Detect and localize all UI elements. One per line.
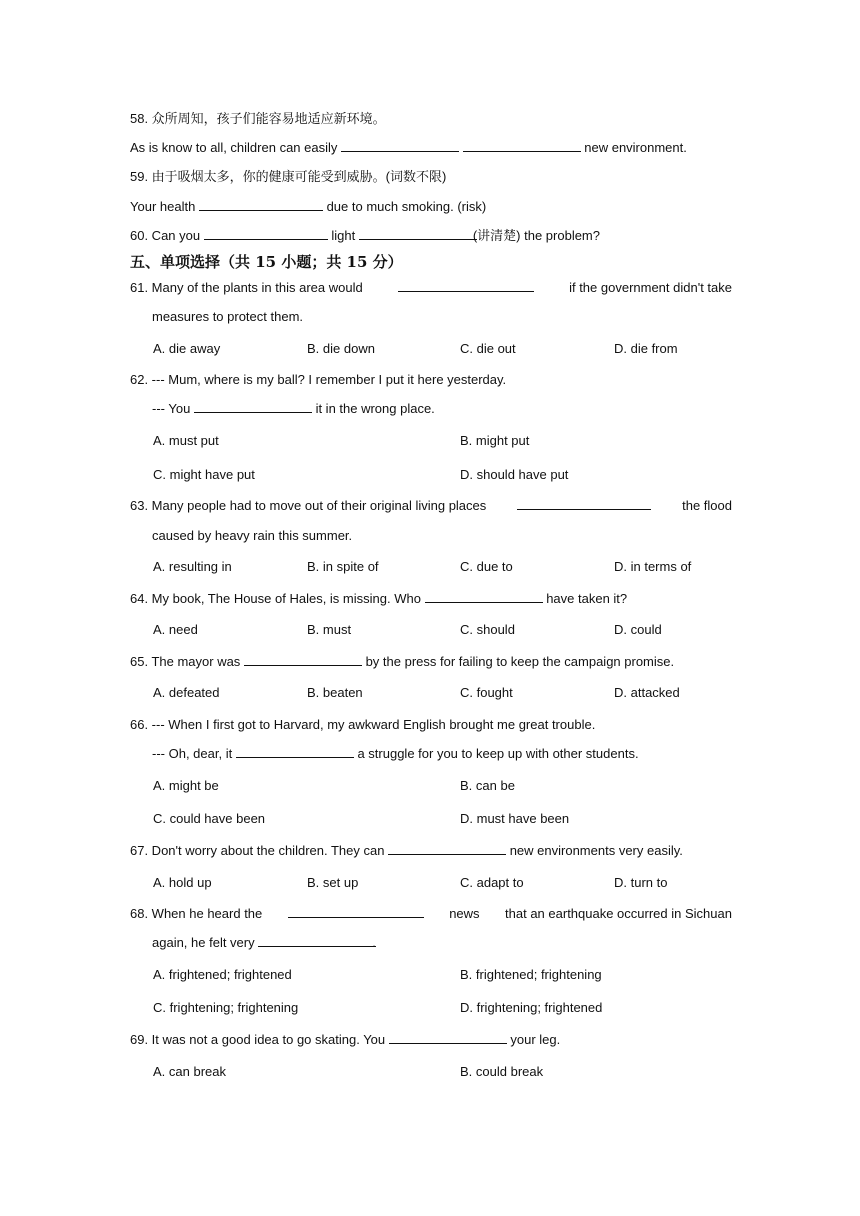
q67-text: 67. Don't worry about the children. They can — [130, 843, 385, 858]
option-c[interactable]: C. die out — [460, 341, 516, 356]
option-c[interactable]: C. could have been — [153, 811, 266, 826]
question-60 — [130, 227, 600, 245]
option-a[interactable]: A. defeated — [153, 685, 220, 700]
option-b[interactable]: B. frightened; frightening — [460, 967, 602, 982]
section-heading: 五、单项选择（共 15 小题；共 15 分） — [130, 253, 403, 271]
answer-blank[interactable] — [258, 934, 376, 947]
option-d[interactable]: D. in terms of — [614, 559, 692, 574]
question-58-chinese: 58. 众所周知，孩子们能容易地适应新环境。 — [130, 111, 386, 126]
question-62: 62. --- Mum, where is my ball? I remember I put it here yesterday. — [130, 372, 507, 387]
q68-continuation — [152, 934, 376, 952]
question-63 — [130, 497, 732, 515]
q68-text-2: again, he felt very — [152, 935, 255, 950]
option-a[interactable]: A. hold up — [153, 875, 212, 890]
option-d[interactable]: D. die from — [614, 341, 678, 356]
answer-blank[interactable] — [398, 279, 534, 292]
q63-text: 63. Many people had to move out of their original living places — [130, 498, 487, 513]
option-a[interactable]: A. can break — [153, 1064, 226, 1079]
q60-text: 60. Can you — [130, 228, 201, 243]
option-d[interactable]: D. frightening; frightened — [460, 1000, 603, 1015]
option-d[interactable]: D. should have put — [460, 467, 569, 482]
q68-text-mid: news — [449, 906, 480, 921]
q58-text-end: new environment. — [584, 140, 687, 155]
question-68 — [130, 905, 732, 923]
option-c[interactable]: C. might have put — [153, 467, 255, 482]
q66-reply — [152, 745, 639, 763]
answer-blank[interactable] — [194, 400, 312, 413]
answer-blank[interactable] — [389, 1031, 507, 1044]
option-b[interactable]: B. could break — [460, 1064, 544, 1079]
q61-text: 61. Many of the plants in this area would — [130, 280, 363, 295]
answer-blank[interactable] — [199, 198, 323, 211]
q66-text: --- Oh, dear, it — [152, 746, 233, 761]
option-b[interactable]: B. in spite of — [307, 559, 379, 574]
question-64 — [130, 590, 627, 608]
q59-text-end: due to much smoking. (risk) — [326, 199, 487, 214]
answer-blank[interactable] — [288, 905, 424, 918]
option-c[interactable]: C. should — [460, 622, 515, 637]
answer-blank[interactable] — [463, 139, 581, 152]
option-d[interactable]: D. turn to — [614, 875, 668, 890]
q68-text: 68. When he heard the — [130, 906, 263, 921]
option-b[interactable]: B. can be — [460, 778, 515, 793]
answer-blank[interactable] — [359, 227, 477, 240]
option-b[interactable]: B. set up — [307, 875, 359, 890]
answer-blank[interactable] — [425, 590, 543, 603]
option-c[interactable]: C. due to — [460, 559, 513, 574]
q63-text-end: the flood — [682, 498, 732, 513]
answer-blank[interactable] — [341, 139, 459, 152]
option-c[interactable]: C. frightening; frightening — [153, 1000, 299, 1015]
q66-text-end: a struggle for you to keep up with other students. — [357, 746, 639, 761]
q61-continuation: measures to protect them. — [152, 309, 304, 324]
option-c[interactable]: C. fought — [460, 685, 513, 700]
option-d[interactable]: D. must have been — [460, 811, 570, 826]
option-a[interactable]: A. must put — [153, 433, 219, 448]
option-d[interactable]: D. attacked — [614, 685, 680, 700]
question-59-chinese: 59. 由于吸烟太多，你的健康可能受到威胁。(词数不限) — [130, 169, 447, 184]
option-c[interactable]: C. adapt to — [460, 875, 524, 890]
answer-blank[interactable] — [517, 497, 651, 510]
q62-text-end: it in the wrong place. — [315, 401, 435, 416]
option-d[interactable]: D. could — [614, 622, 662, 637]
q63-continuation: caused by heavy rain this summer. — [152, 528, 353, 543]
q65-text-end: by the press for failing to keep the campaign promise. — [365, 654, 675, 669]
option-b[interactable]: B. must — [307, 622, 352, 637]
q62-reply — [152, 400, 435, 418]
option-a[interactable]: A. die away — [153, 341, 221, 356]
q69-text: 69. It was not a good idea to go skating. You — [130, 1032, 386, 1047]
q60-text-mid: light — [331, 228, 356, 243]
q64-text: 64. My book, The House of Hales, is missing. Who — [130, 591, 421, 606]
q58-text: As is know to all, children can easily — [130, 140, 338, 155]
question-66: 66. --- When I first got to Harvard, my awkward English brought me great trouble. — [130, 717, 596, 732]
option-a[interactable]: A. resulting in — [153, 559, 232, 574]
option-a[interactable]: A. need — [153, 622, 198, 637]
answer-blank[interactable] — [236, 745, 354, 758]
q64-text-end: have taken it? — [546, 591, 628, 606]
option-a[interactable]: A. might be — [153, 778, 219, 793]
option-b[interactable]: B. might put — [460, 433, 530, 448]
q61-text-end: if the government didn't take — [569, 280, 732, 295]
q65-text: 65. The mayor was — [130, 654, 241, 669]
question-59-english — [130, 198, 486, 216]
question-69 — [130, 1031, 560, 1049]
answer-blank[interactable] — [204, 227, 328, 240]
option-a[interactable]: A. frightened; frightened — [153, 967, 292, 982]
answer-blank[interactable] — [244, 653, 362, 666]
q60-text-end: (讲清楚) the problem? — [472, 228, 600, 243]
question-58-english — [130, 139, 687, 157]
q67-text-end: new environments very easily. — [509, 843, 683, 858]
q62-text: --- You — [152, 401, 191, 416]
q69-text-end: your leg. — [510, 1032, 561, 1047]
option-b[interactable]: B. die down — [307, 341, 375, 356]
question-61 — [130, 279, 732, 297]
q68-period: . — [372, 935, 376, 950]
answer-blank[interactable] — [388, 842, 506, 855]
option-b[interactable]: B. beaten — [307, 685, 363, 700]
question-65 — [130, 653, 674, 671]
question-67 — [130, 842, 683, 860]
q68-text-end: that an earthquake occurred in Sichuan — [505, 906, 732, 921]
q59-text: Your health — [130, 199, 196, 214]
